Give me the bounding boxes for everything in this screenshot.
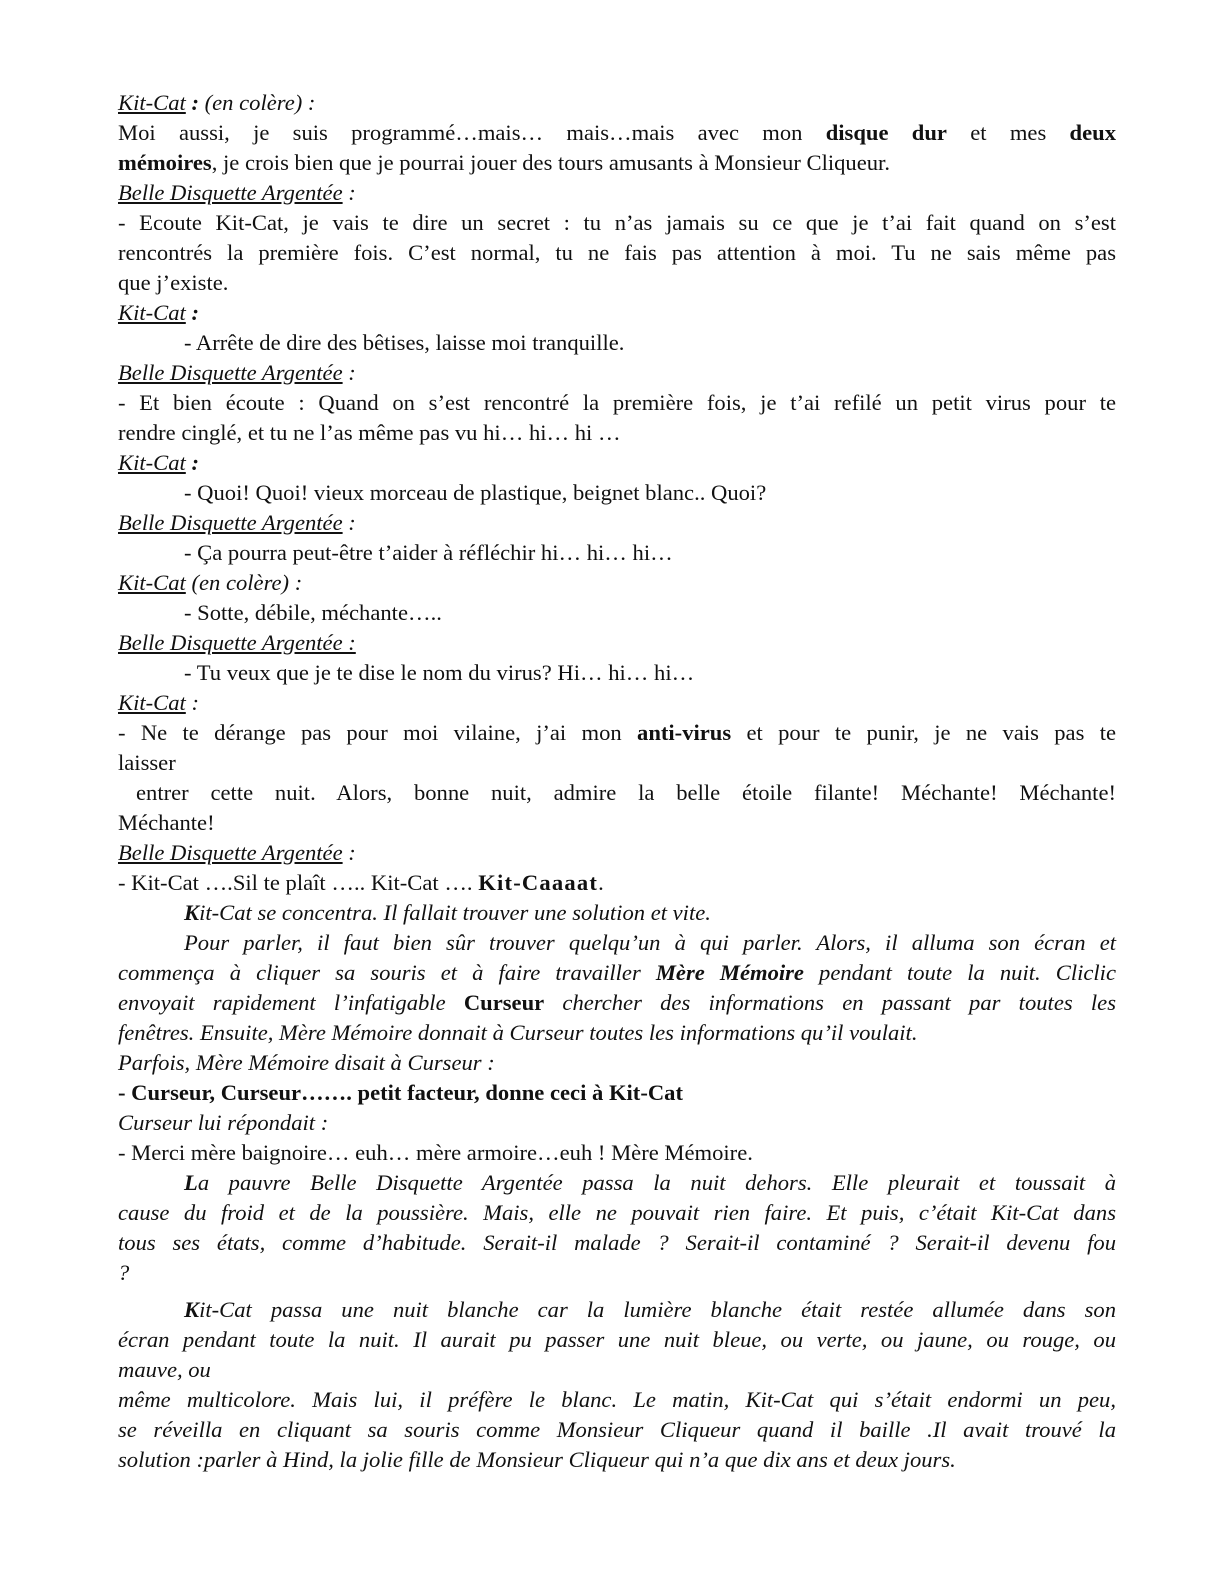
speaker-name: Kit-Cat <box>118 570 186 595</box>
narration-line <box>118 1168 1116 1198</box>
text-run: envoyait rapidement l’infatigable <box>118 990 464 1015</box>
speaker-name: Kit-Cat <box>118 690 186 715</box>
bold-text: disque dur <box>825 120 947 145</box>
speaker-name: Belle Disquette Argentée <box>118 840 343 865</box>
drop-letter: L <box>184 1170 198 1195</box>
speaker-name: Belle Disquette Argentée <box>118 360 343 385</box>
text-run: pendant toute la nuit. Cliclic <box>803 960 1116 985</box>
speaker-name: Belle Disquette Argentée <box>118 180 343 205</box>
speaker-line <box>118 88 1116 118</box>
stage-direction: (en colère) : <box>185 570 303 595</box>
dialogue-line <box>118 148 1116 178</box>
drop-letter: K <box>184 900 200 925</box>
bold-text: anti-virus <box>637 720 732 745</box>
speaker-line <box>118 508 1116 538</box>
dialogue-line: entrer cette nuit. Alors, bonne nuit, admire la belle étoile filante! Méchante! Méchante! <box>136 780 1116 805</box>
speaker-colon: : <box>342 360 356 385</box>
speaker-line <box>118 568 1116 598</box>
speaker-name: Belle Disquette Argentée : <box>118 630 356 655</box>
speaker-colon: : <box>342 840 356 865</box>
speaker-colon: : <box>342 510 356 535</box>
bold-text: Curseur <box>463 990 545 1015</box>
speaker-line <box>118 448 1116 478</box>
bold-text: Mère Mémoire <box>655 960 804 985</box>
dialogue-line <box>118 1078 1116 1108</box>
speaker-colon: : <box>185 690 199 715</box>
speaker-colon: : <box>185 90 199 115</box>
narration-line <box>118 958 1116 988</box>
dialogue-line <box>118 868 1116 898</box>
narration-line: Parfois, Mère Mémoire disait à Curseur : <box>118 1050 495 1075</box>
dialogue-line: - Tu veux que je te dise le nom du virus? Hi… hi… hi… <box>184 660 695 685</box>
narration-line: cause du froid et de la poussière. Mais, elle ne pouvait rien faire. Et puis, c’était Kit-Cat dans <box>118 1200 1116 1225</box>
dialogue-line: - Ça pourra peut-être t’aider à réfléchir hi… hi… hi… <box>184 540 673 565</box>
text-run: chercher des informations en passant par toutes les <box>544 990 1116 1015</box>
speaker-colon: : <box>342 180 356 205</box>
dialogue-line: - Arrête de dire des bêtises, laisse moi tranquille. <box>184 330 625 355</box>
narration-line: mauve, ou <box>118 1357 211 1382</box>
bold-text: deux <box>1069 120 1116 145</box>
paragraph-gap <box>118 1288 1116 1295</box>
dialogue-line <box>118 718 1116 748</box>
speaker-line <box>118 838 1116 868</box>
narration-line: Curseur lui répondait : <box>118 1110 329 1135</box>
speaker-line <box>118 628 1116 658</box>
text-run: it-Cat passa une nuit blanche car la lumière blanche était restée allumée dans son <box>199 1297 1116 1322</box>
dialogue-line: rencontrés la première fois. C’est normal, tu ne fais pas attention à moi. Tu ne sais même pas <box>118 240 1116 265</box>
dialogue-line: - Et bien écoute : Quand on s’est rencontré la première fois, je t’ai refilé un petit virus pour te <box>118 390 1116 415</box>
speaker-name: Kit-Cat <box>118 450 186 475</box>
text-run: Moi aussi, je suis programmé…mais… mais…mais avec mon <box>118 120 826 145</box>
narration-line: écran pendant toute la nuit. Il aurait pu passer une nuit bleue, ou verte, ou jaune, ou rouge, ou <box>118 1327 1116 1352</box>
text-run: it-Cat se concentra. Il fallait trouver une solution et vite. <box>199 900 711 925</box>
speaker-line <box>118 298 1116 328</box>
text-run: - Kit-Cat ….Sil te plaît ….. Kit-Cat …. <box>118 870 479 895</box>
narration-line <box>118 1295 1116 1325</box>
narration-line <box>118 898 1116 928</box>
narration-line: fenêtres. Ensuite, Mère Mémoire donnait à Curseur toutes les informations qu’il voulait. <box>118 1020 918 1045</box>
text-run: a pauvre Belle Disquette Argentée passa la nuit dehors. Elle pleurait et toussait à <box>197 1170 1116 1195</box>
text-run: et mes <box>946 120 1070 145</box>
speaker-colon: : <box>185 450 199 475</box>
narration-line: Pour parler, il faut bien sûr trouver quelqu’un à qui parler. Alors, il alluma son écran et <box>184 930 1116 955</box>
bold-text: Kit-Caaaat <box>478 870 599 895</box>
dialogue-line: - Sotte, débile, méchante….. <box>184 600 442 625</box>
speaker-line <box>118 688 1116 718</box>
text-run: commença à cliquer sa souris et à faire travailler <box>118 960 656 985</box>
speaker-line <box>118 358 1116 388</box>
narration-line <box>118 988 1116 1018</box>
text-run: - Ne te dérange pas pour moi vilaine, j’ai mon <box>118 720 638 745</box>
drop-letter: K <box>184 1297 200 1322</box>
narration-line: solution :parler à Hind, la jolie fille de Monsieur Cliqueur qui n’a que dix ans et deux jours. <box>118 1447 956 1472</box>
speaker-line <box>118 178 1116 208</box>
dialogue-line: - Merci mère baignoire… euh… mère armoire…euh ! Mère Mémoire. <box>118 1140 753 1165</box>
text-run: . <box>598 870 604 895</box>
dialogue-line: laisser <box>118 750 176 775</box>
speaker-name: Belle Disquette Argentée <box>118 510 343 535</box>
dialogue-line <box>118 118 1116 148</box>
bold-text: mémoires <box>118 150 212 175</box>
stage-direction: (en colère) : <box>198 90 316 115</box>
dialogue-line: Méchante! <box>118 810 215 835</box>
narration-line: tous ses états, comme d’habitude. Serait-il malade ? Serait-il contaminé ? Serait-il devenu fou <box>118 1230 1116 1255</box>
speaker-name: Kit-Cat <box>118 300 186 325</box>
text-run: , je crois bien que je pourrai jouer des tours amusants à Monsieur Cliqueur. <box>211 150 890 175</box>
text-run: et pour te punir, je ne vais pas te <box>731 720 1117 745</box>
dialogue-line: que j’existe. <box>118 270 229 295</box>
narration-line: se réveilla en cliquant sa souris comme Monsieur Cliqueur quand il baille .Il avait trouvé la <box>118 1417 1116 1442</box>
speaker-name: Kit-Cat <box>118 90 186 115</box>
document-page <box>118 88 1116 1475</box>
speaker-colon: : <box>185 300 199 325</box>
bold-text: - Curseur, Curseur……. petit facteur, donne ceci à Kit-Cat <box>118 1080 683 1105</box>
narration-line: ? <box>118 1260 130 1285</box>
dialogue-line: - Quoi! Quoi! vieux morceau de plastique, beignet blanc.. Quoi? <box>184 480 767 505</box>
dialogue-line: - Ecoute Kit-Cat, je vais te dire un secret : tu n’as jamais su ce que je t’ai fait quand on s’est <box>118 210 1116 235</box>
narration-line: même multicolore. Mais lui, il préfère le blanc. Le matin, Kit-Cat qui s’était endormi un peu, <box>118 1387 1116 1412</box>
dialogue-line: rendre cinglé, et tu ne l’as même pas vu hi… hi… hi … <box>118 420 621 445</box>
